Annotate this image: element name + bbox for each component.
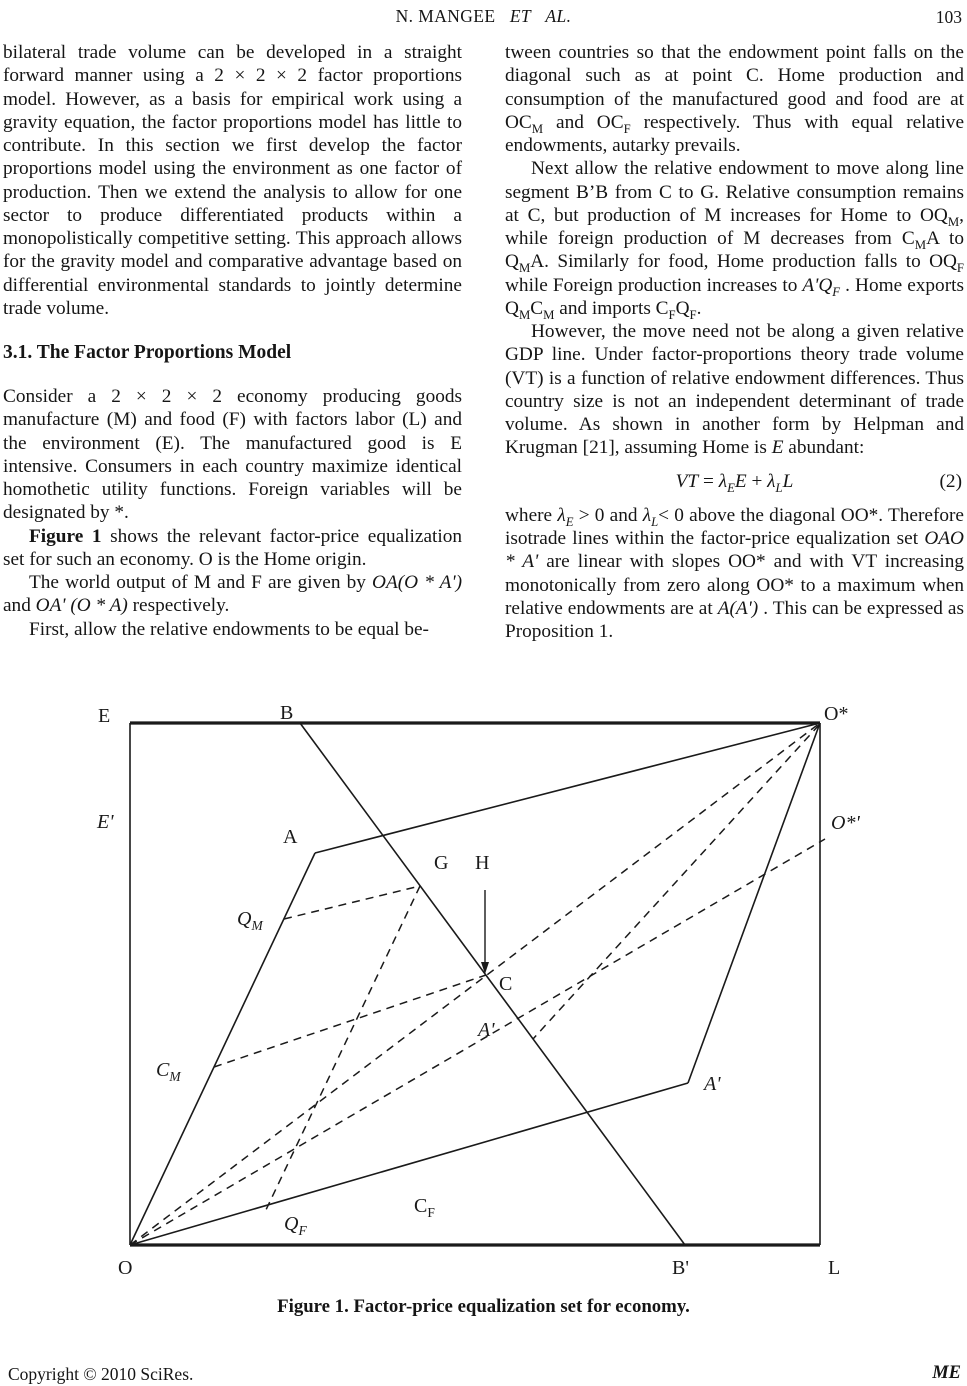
figure-caption [0, 1296, 967, 1318]
text-segment: are linear with slopes OO* and with VT increasing monotonically from zero along OO* to a maximum when relative endowments are at [505, 551, 965, 619]
figure-point-label: B [280, 702, 294, 724]
text-segment: E [771, 437, 784, 459]
text-segment: and imports C [554, 297, 669, 319]
text-segment: respectively. [127, 595, 230, 617]
text-segment: where [505, 504, 558, 526]
figure-point-label: $Q_M$ [237, 908, 263, 933]
text-segment: , while foreign production of M decreases from C [505, 204, 964, 249]
text-segment: E [734, 470, 747, 492]
equation-number: (2) [939, 470, 962, 492]
body-columns [3, 41, 964, 643]
right-column [505, 41, 964, 643]
paragraph [505, 320, 964, 460]
figure-dashed-line [130, 723, 820, 1245]
paragraph [505, 157, 964, 320]
figure-point-label: O [118, 1257, 133, 1279]
text-segment: M [914, 237, 927, 252]
text-segment: F [956, 261, 964, 276]
equation [505, 470, 964, 493]
text-segment: M [543, 307, 555, 322]
text-segment: . This can be expressed as Proposition 1. [505, 597, 964, 642]
text-segment: . Home exports Q [505, 274, 964, 319]
page-header [0, 6, 967, 32]
text-segment: Q [675, 297, 690, 319]
text-segment: λ [718, 470, 728, 492]
figure-solid-line [130, 1083, 688, 1245]
section-heading [3, 341, 462, 365]
figure-point-label: O*' [831, 812, 860, 834]
figure-point-label: O* [824, 703, 849, 725]
text-segment: + [746, 470, 768, 492]
text-segment: M [518, 261, 531, 276]
figure-point-label: H [475, 852, 490, 874]
figure-dashed-line [264, 886, 420, 1214]
text-segment: λ [767, 470, 776, 492]
figure-point-label: $C_M$ [156, 1059, 181, 1084]
text-segment: L [775, 480, 783, 495]
text-segment: M [531, 121, 544, 136]
text-segment: = [698, 470, 719, 492]
text-segment: F [689, 307, 697, 322]
running-title [0, 6, 967, 27]
text-segment: < 0 above the diagonal OO*. Therefore isotrade lines within the factor-price equalization set [505, 504, 964, 549]
paragraph [3, 525, 462, 572]
text-segment: 3.1. The Factor Proportions Model [3, 342, 292, 363]
text-segment: The world output of M and F are given by [29, 572, 373, 593]
figure-dashed-line [130, 839, 825, 1245]
figure-dashed-line [214, 975, 486, 1067]
text-segment: Next allow the relative endowment to move along line segment B’B from C to G. Relative consumption remains at C, but production of M increases for Home to OQ [505, 158, 964, 226]
page-number: 103 [935, 7, 962, 27]
text-segment: respectively. Thus with equal relative endowments, autarky prevails. [505, 111, 965, 156]
text-segment: F [623, 121, 631, 136]
text-segment: However, the move need not be along a given relative GDP line. Under factor-proportions theory trade volume (VT) is a function of relative endowment differences. Thus country size is not an independent determinant of trade volume. As shown in another form by Helpman and Krugman [21], assuming Home is [505, 321, 964, 459]
paragraph [3, 41, 462, 320]
copyright-notice: Copyright © 2010 SciRes. [8, 1364, 194, 1384]
text-segment: C [530, 297, 544, 319]
text-segment: VT [675, 470, 699, 492]
text-segment: M [947, 214, 960, 229]
text-segment: and OC [543, 111, 624, 133]
figure-point-label: A' [478, 1019, 495, 1041]
text-segment: OA(O * A') [372, 572, 462, 593]
figure-dashed-line [284, 886, 420, 919]
text-segment: abundant: [783, 437, 865, 459]
figure-dashed-line [533, 725, 819, 1039]
figure-solid-line [315, 723, 820, 853]
figure-solid-line [130, 853, 315, 1245]
figure-point-label: G [434, 852, 449, 874]
figure-point-label: A' [704, 1073, 721, 1095]
text-segment: First, allow the relative endowments to be equal be- [29, 618, 429, 640]
text-segment: OA' (O * A) [35, 595, 128, 617]
text-segment: F [832, 284, 841, 299]
journal-abbreviation: ME [932, 1363, 961, 1383]
text-segment: tween countries so that the endowment point falls on the diagonal such as at point C. Home production and consumption of the manufactured good and food are at OC [505, 42, 964, 133]
figure-point-label: $Q_F$ [284, 1213, 307, 1238]
text-segment: Figure 1 [29, 525, 102, 547]
figure-point-label: E' [97, 811, 114, 833]
text-segment: N. MANGEE [395, 6, 510, 26]
left-column [3, 41, 462, 643]
text-segment: F [668, 307, 676, 322]
text-segment: A to Q [505, 228, 964, 273]
text-segment: E [727, 480, 735, 495]
paragraph [3, 385, 462, 525]
text-segment: Figure 1. Factor-price equalization set for economy. [277, 1296, 690, 1317]
figure-1-diagram [0, 690, 967, 1290]
text-segment: L [651, 514, 659, 529]
text-segment: OAO * A' [505, 528, 964, 573]
figure-point-label: $C_F$ [414, 1195, 435, 1220]
text-segment: λ [557, 504, 566, 526]
arrowhead-icon [481, 962, 489, 974]
figure-point-label: C [499, 973, 513, 995]
equation-body [676, 470, 794, 493]
figure-point-label: E [98, 705, 111, 727]
text-segment: and [3, 595, 36, 617]
text-segment: λ [642, 504, 652, 526]
paragraph [505, 504, 964, 644]
text-segment: shows the relevant factor-price equalization set for such an economy. O is the Home origin. [3, 525, 462, 570]
figure-solid-line [688, 723, 820, 1083]
text-segment: Consider a 2 × 2 × 2 economy producing goods manufacture (M) and food (F) with factors labor (L) and the environment (E). The manufactured good is E intensive. Consumers in each country maximize identical homothetic utility functions. Foreign variables will be designated by *. [3, 386, 462, 524]
text-segment: A(A') [717, 597, 759, 619]
text-segment: A'Q [802, 274, 833, 296]
text-segment: . [696, 297, 702, 319]
paragraph [3, 571, 462, 618]
text-segment: ET AL. [509, 6, 572, 26]
text-segment: A. Similarly for food, Home production falls to OQ [530, 251, 957, 273]
text-segment: M [518, 307, 531, 322]
paragraph [3, 618, 462, 641]
figure-point-label: B' [672, 1257, 689, 1279]
figure-point-label: A [283, 826, 298, 848]
text-segment: > 0 and [573, 504, 643, 526]
text-segment: E [565, 514, 574, 529]
text-segment: bilateral trade volume can be developed in a straight forward manner using a 2 × 2 × 2 factor proportions model. However, as a basis for empirical work using a gravity equation, the factor proportions model has little to contribute. In this section we first develop the factor proportions model using the environment as one factor of production. Then we extend the analysis to allow for one sector to produce differentiated products within a monopolistically competitive setting. This approach allows for the gravity model and comparative advantage based on differential environmental standards to jointly determine trade volume. [3, 42, 462, 319]
paragraph [505, 41, 964, 157]
text-segment: L [782, 470, 794, 492]
figure-solid-line [300, 723, 685, 1245]
figure-point-label: L [828, 1257, 841, 1279]
text-segment: while Foreign production increases to [505, 274, 803, 296]
